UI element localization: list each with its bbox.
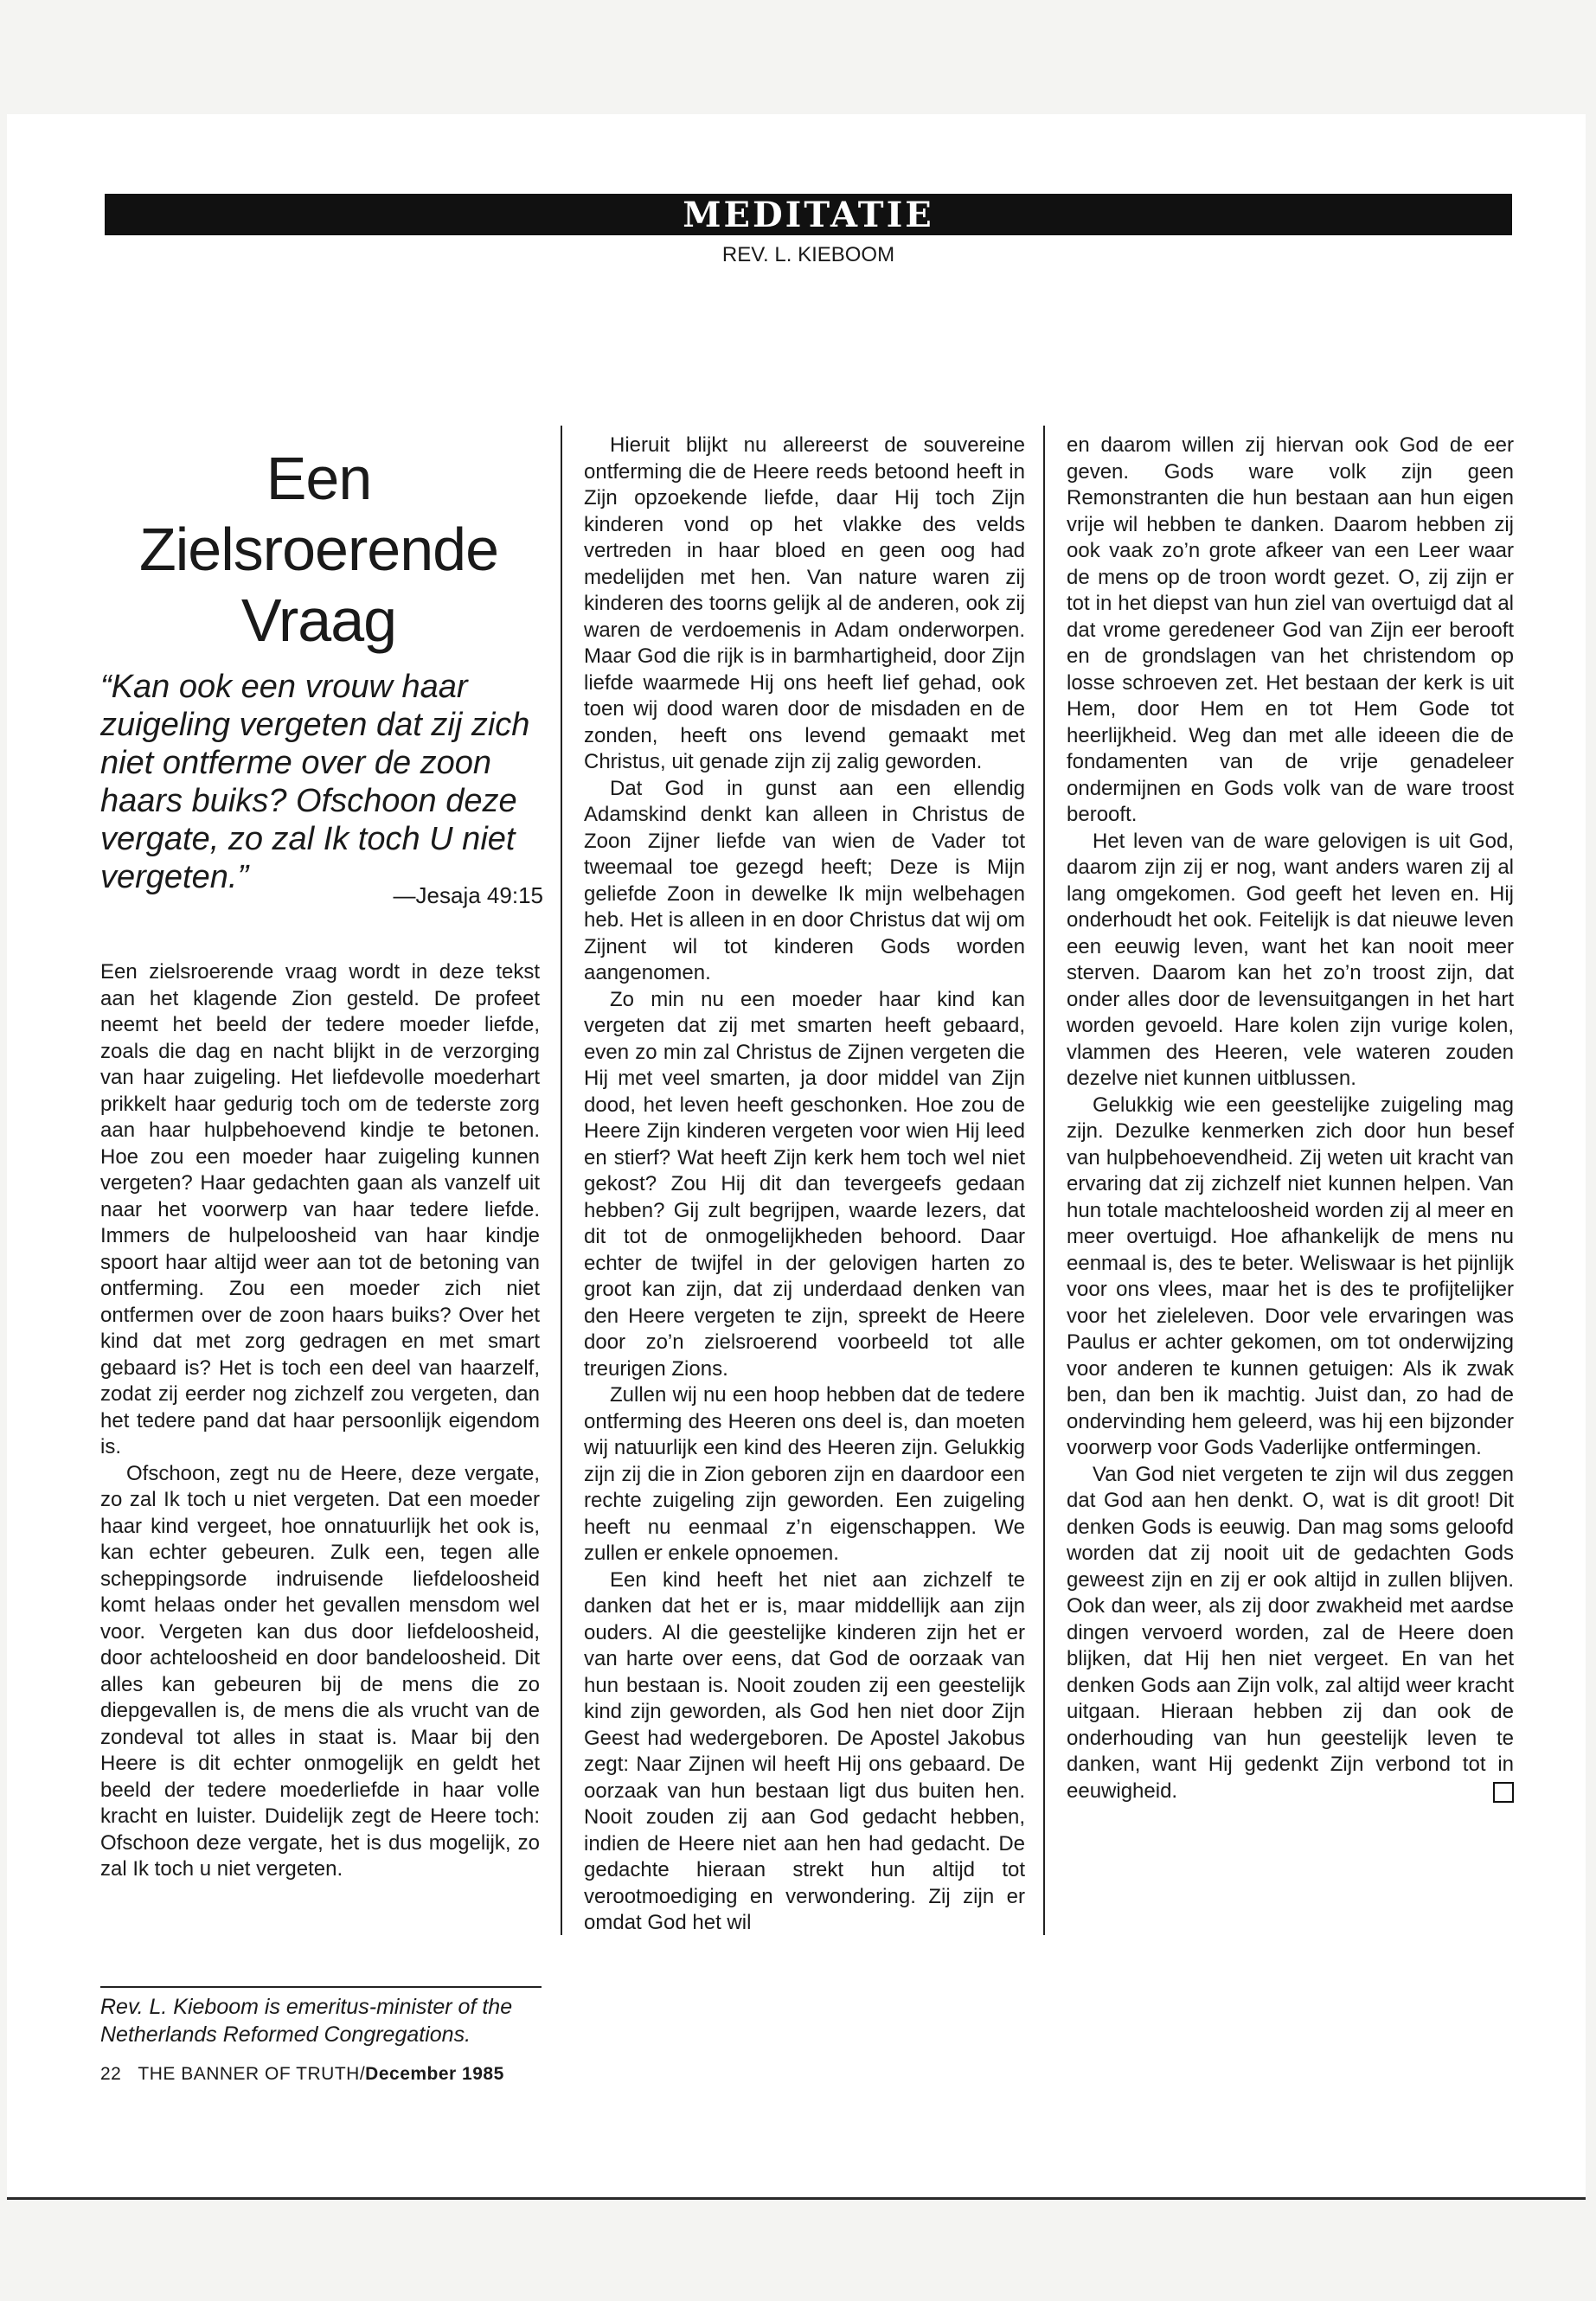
scripture-reference: —Jesaja 49:15 (393, 882, 543, 908)
text-column-3 (1067, 433, 1514, 1804)
page-number: 22 (100, 2064, 122, 2084)
paragraph: Ofschoon, zegt nu de Heere, deze vergate, zo zal Ik toch u niet vergeten. Dat een moeder haar kind vergeet, hoe onnatuurlijk het ook is, kan echter gebeuren. Zulk een, tegen alle scheppingsorde indruisende liefdeloosheid komt helaas onder het gevallen mensdom wel voor. Vergeten kan dus door liefdeloosheid, door achteloosheid en door bandeloosheid. Dit alles kan gebeuren bij de mens die zo diepgevallen is, de mens die als vrucht van de zondeval tot alles in staat is. Maar bij den Heere is dit echter onmogelijk en geldt het beeld der tedere moederliefde in haar volle kracht en luister. Duidelijk zegt de Heere toch: Ofschoon deze vergate, het is dus mogelijk, zo zal Ik toch u niet vergeten. (100, 1461, 540, 1881)
end-of-article-box-icon (1493, 1782, 1514, 1803)
paragraph: Gelukkig wie een geestelijke zuigeling mag zijn. Dezulke kenmerken zich door hun besef van hulpbehoevendheid. Zij weten uit kracht van ervaring dat zij zichzelf niet kunnen helpen. Van hun totale machteloosheid worden zij al meer en meer overtuigd. Hoe afhankelijk de mens nu eenmaal is, des te beter. Weliswaar is het pijnlijk voor ons vlees, maar het is des te profijtelijker voor het zieleleven. Door vele ervaringen was Paulus er achter gekomen, om tot onderwijzing voor anderen te kunnen getuigen: Als ik zwak ben, dan ben ik machtig. Juist dan, zo had de ondervinding hem geleerd, was hij een bijzonder voorwerp voor Gods Vaderlijke ontfermingen. (1067, 1093, 1514, 1459)
issue-date: December 1985 (365, 2064, 504, 2084)
scripture-quote: “Kan ook een vrouw haar zuigeling vergeten dat zij zich niet ontferme over de zoon haars buiks? Ofschoon deze vergate, zo zal Ik toch U niet vergeten.” (100, 669, 530, 895)
title-line: Zielsroerende (139, 516, 498, 583)
section-banner: MEDITATIE (105, 194, 1512, 235)
paragraph: Hieruit blijkt nu allereerst de souvereine ontferming die de Heere reeds betoond heeft in Zijn opzoekende liefde, daar Hij toch Zijn kinderen vond op het vlakke des velds vertreden in haar bloed en geen oog had medelijden met hen. Van nature waren zij kinderen des toorns gelijk al de anderen, ook zij waren de verdoemenis in Adam onderworpen. Maar God die rijk is in barmhartigheid, door Zijn liefde waarmede Hij ons heeft lief gehad, ook toen wij dood waren door de misdaden en de zonden, heeft ons levend gemaakt met Christus, uit genade zijn zij zalig geworden. (584, 433, 1025, 773)
author-bio: Rev. L. Kieboom is emeritus-minister of the Netherlands Reformed Congregations. (100, 1995, 513, 2047)
paragraph: Een zielsroerende vraag wordt in deze tekst aan het klagende Zion gesteld. De profeet neemt het beeld der tedere moeder liefde, zoals die dag en nacht blijkt in de verzorging van haar zuigeling. Het liefdevolle moederhart prikkelt haar gedurig toch om de tederste zorg aan haar hulpbehoevend kindje te betonen. Hoe zou een moeder haar zuigeling kunnen vergeten? Haar gedachten gaan als vanzelf uit naar het voorwerp van haar tedere liefde. Immers de hulpeloosheid van haar kindje spoort haar altijd weer aan tot de betoning van ontferming. Zou een moeder zich niet ontfermen over de zoon haars buiks? Over het kind dat met zorg gedragen en met smart gebaard is? Het is toch een deel van haarzelf, zodat zij eerder nog zichzelf zou vergeten, dan het tedere pand dat haar persoonlijk eigendom is. (100, 960, 540, 1458)
article-title (100, 443, 537, 656)
bio-divider (100, 1986, 542, 1988)
author-byline: REV. L. KIEBOOM (721, 243, 895, 266)
paragraph-text: Van God niet vergeten te zijn wil dus zeggen dat God aan hen denkt. O, wat is dit groot! Dit denken Gods is eeuwig. Dan mag soms geloofd worden dat zij nooit uit de gedachten Gods geweest zijn en zij er ook altijd in zullen blijven. Ook dan weer, als zij door zwakheid met aardse dingen vervoerd worden, zal de Heere doen blijken, dat Hij hen niet vergeet. En van het denken Gods aan Zijn volk, zal altijd weer kracht uitgaan. Hieraan hebben zij dan ook de onderhouding van hun geestelijk leven te danken, want Hij gedenkt Zijn verbond tot in eeuwigheid. (1067, 1462, 1514, 1803)
magazine-page (7, 114, 1586, 2200)
paragraph: Het leven van de ware gelovigen is uit God, daarom zijn zij er nog, want anders waren zij al lang omgekomen. God geeft het leven en. Hij onderhoudt het ook. Feitelijk is dat nieuwe leven een eeuwig leven, want het kan nooit meer sterven. Daarom kan het zo’n troost zijn, dat onder alles door de levensuitgangen in het hart worden gevoeld. Hare kolen zijn vurige kolen, vlammen des Heeren, vele wateren zouden dezelve niet kunnen uitblussen. (1067, 829, 1514, 1090)
text-column-1 (100, 959, 540, 1883)
paragraph: Zullen wij nu een hoop hebben dat de tedere ontferming des Heeren ons deel is, dan moeten wij natuurlijk een kind des Heeren zijn. Gelukkig zijn zij die in Zion geboren zijn en daardoor een rechte zuigeling zijn geworden. Een zuigeling heeft nu eenmaal z’n eigenschappen. We zullen er enkele opnoemen. (584, 1383, 1025, 1565)
publication-name: THE BANNER OF TRUTH/ (138, 2064, 366, 2084)
paragraph: Dat God in gunst aan een ellendig Adamskind denkt kan alleen in Christus de Zoon Zijner liefde van wien de Vader tot tweemaal toe gezegd heeft; Deze is Mijn geliefde Zoon in dewelke Ik mijn welbehagen heb. Het is alleen in en door Christus dat wij om Zijnent wil tot kinderen Gods worden aangenomen. (584, 776, 1025, 984)
text-column-2 (584, 433, 1025, 1937)
title-line: Vraag (240, 586, 397, 654)
column-divider (1043, 426, 1045, 1935)
page-footer (100, 2064, 504, 2085)
paragraph: Een kind heeft het niet aan zichzelf te danken dat het er is, maar middellijk aan zijn ouders. Al die geestelijke kinderen zijn het er van harte over eens, dat God de oorzaak van hun bestaan is. Nooit zouden zij een geestelijk kind zijn geworden, als God hen niet door Zijn Geest had wedergeboren. De Apostel Jakobus zegt: Naar Zijnen wil heeft Hij ons gebaard. De oorzaak van hun bestaan ligt dus buiten hen. Nooit zouden zij aan God gedacht hebben, indien de Heere niet aan hen had gedacht. De gedachte hieraan strekt hun altijd tot verootmoediging en verwondering. Zij zijn er omdat God het wil (584, 1567, 1025, 1934)
paragraph: Zo min nu een moeder haar kind kan vergeten dat zij met smarten heeft gebaard, even zo min zal Christus de Zijnen vergeten die Hij met veel smarten, ja door middel van Zijn dood, het leven heeft geschonken. Hoe zou de Heere Zijn kinderen vergeten voor wien Hij leed en stierf? Wat heeft Zijn kerk hem toch wel niet gekost? Zou Hij dit dan tevergeefs gedaan hebben? Gij zult begrijpen, waarde lezers, dat dit tot de onmogelijkheden behoord. Daar echter de twijfel in der gelovigen harten zo groot kan zijn, dat zij underdaad denken van den Heere vergeten te zijn, spreekt de Heere door zo’n zielsroerend voorbeeld tot alle treurigen Zions. (584, 987, 1025, 1381)
column-divider (561, 426, 562, 1935)
paragraph: en daarom willen zij hiervan ook God de eer geven. Gods ware volk zijn geen Remonstranten die hun bestaan aan hun eigen vrije wil hebben te danken. Daarom hebben zij ook vaak zo’n grote afkeer van een Leer waar de mens op de troon wordt gezet. O, zij zijn er tot in het diepst van hun ziel van overtuigd dat al dat vrome geredeneer God van Zijn eer berooft en de grondslagen van het christendom op losse schroeven zet. Het bestaan der kerk is uit Hem, door Hem en tot Hem Gode tot heerlijkheid. Weg dan met alle ideeen die de fondamenten van de vrije genadeleer ondermijnen en Gods volk van de ware troost berooft. (1067, 433, 1514, 826)
title-line: Een (266, 445, 372, 512)
paragraph (1067, 1462, 1514, 1805)
